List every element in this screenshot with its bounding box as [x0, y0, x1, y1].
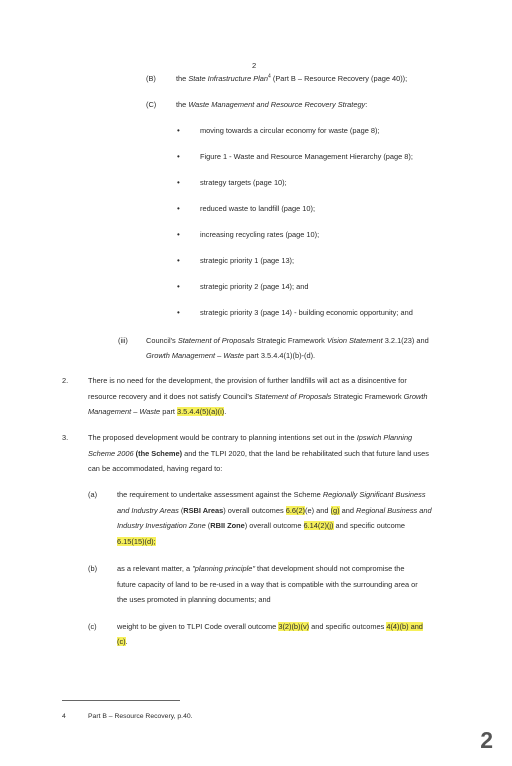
highlight-ref: 6.14(2)(j)	[303, 521, 334, 530]
sub-b-line2: future capacity of land to be re-used in a way that is compatible with the surrounding area or	[117, 580, 418, 589]
bullet-item: increasing recycling rates (page 10);	[200, 230, 320, 239]
item-iii-text-line1: Council's Statement of Proposals Strategic Framework Vision Statement 3.2.1(23) and	[146, 336, 429, 345]
highlight-ref: 4(4)(b) and	[386, 622, 423, 631]
sub-a-label: (a)	[88, 490, 98, 499]
sub-a-line2: and Industry Areas (RSBI Areas) overall outcomes 6.6(2)(e) and (g) and Regional Business and	[117, 506, 432, 515]
sub-a-line4	[117, 537, 156, 547]
item-c-text: the Waste Management and Resource Recovery Strategy:	[176, 100, 368, 109]
bullet-icon: •	[177, 308, 180, 317]
page-number-top: 2	[252, 61, 257, 70]
highlight-ref: (g)	[330, 506, 340, 515]
footnote-divider	[62, 700, 180, 701]
bullet-icon: •	[177, 204, 180, 213]
para3-line1: The proposed development would be contrary to planning intentions set out in the Ipswich Planning	[88, 433, 413, 442]
highlight-ref: 3(2)(b)(v)	[278, 622, 310, 631]
sub-b-line1: as a relevant matter, a "planning principle" that development should not compromise the	[117, 564, 405, 573]
page-number-corner: 2	[480, 727, 493, 753]
highlight-ref: 6.6(2)	[285, 506, 306, 515]
highlight-ref: 6.15(15)(d);	[117, 537, 156, 546]
sub-b-label: (b)	[88, 564, 98, 573]
bullet-item: reduced waste to landfill (page 10);	[200, 204, 316, 213]
bullet-icon: •	[177, 126, 180, 135]
bullet-item: moving towards a circular economy for waste (page 8);	[200, 126, 380, 135]
para3-line3: can be accommodated, having regard to:	[88, 464, 223, 473]
bullet-icon: •	[177, 152, 180, 161]
footnote-number: 4	[62, 713, 66, 720]
bullet-item: strategic priority 1 (page 13);	[200, 256, 295, 265]
para2-number: 2.	[62, 376, 69, 385]
bullet-item: strategic priority 2 (page 14); and	[200, 282, 309, 291]
item-c-label: (C)	[146, 100, 157, 109]
item-iii-text-line2: Growth Management – Waste part 3.5.4.4(1)(b)-(d).	[146, 351, 316, 360]
sub-a-line3: Industry Investigation Zone (RBII Zone) overall outcome 6.14(2)(j) and specific outcome	[117, 521, 405, 530]
bullet-icon: •	[177, 230, 180, 239]
item-b-text: the State Infrastructure Plan$^4$ (Part B – Resource Recovery (page 40));	[176, 73, 408, 83]
highlight-ref: 3.5.4.4(5)(a)(i)	[177, 407, 225, 416]
bullet-item: Figure 1 - Waste and Resource Management Hierarchy (page 8);	[200, 152, 413, 161]
para3-line2: Scheme 2006 (the Scheme) and the TLPI 2020, that the land be rehabilitated such that future land uses	[88, 449, 429, 458]
bullet-icon: •	[177, 282, 180, 291]
item-b-label: (B)	[146, 74, 156, 83]
sub-c-line2: (c).	[117, 637, 128, 646]
bullet-icon: •	[177, 178, 180, 187]
para2-line1: There is no need for the development, the provision of further landfills will act as a disincentive for	[88, 376, 407, 385]
para2-line3: Management – Waste part 3.5.4.4(5)(a)(i).	[88, 407, 227, 416]
footnote-text: Part B – Resource Recovery, p.40.	[88, 713, 193, 720]
sub-c-label: (c)	[88, 622, 97, 631]
item-iii-label: (iii)	[118, 336, 128, 345]
para3-number: 3.	[62, 433, 69, 442]
bullet-icon: •	[177, 256, 180, 265]
para2-line2: resource recovery and it does not satisfy Council's Statement of Proposals Strategic Framework Growth	[88, 392, 428, 401]
bullet-item: strategy targets (page 10);	[200, 178, 287, 187]
sub-a-line1: the requirement to undertake assessment against the Scheme Regionally Significant Business	[117, 490, 426, 499]
sub-b-line3: the uses promoted in planning documents; and	[117, 595, 271, 604]
sub-c-line1: weight to be given to TLPI Code overall outcome 3(2)(b)(v) and specific outcomes 4(4)(b) and	[117, 622, 423, 631]
highlight-ref: (c)	[117, 637, 126, 646]
bullet-item: strategic priority 3 (page 14) - building economic opportunity; and	[200, 308, 413, 317]
